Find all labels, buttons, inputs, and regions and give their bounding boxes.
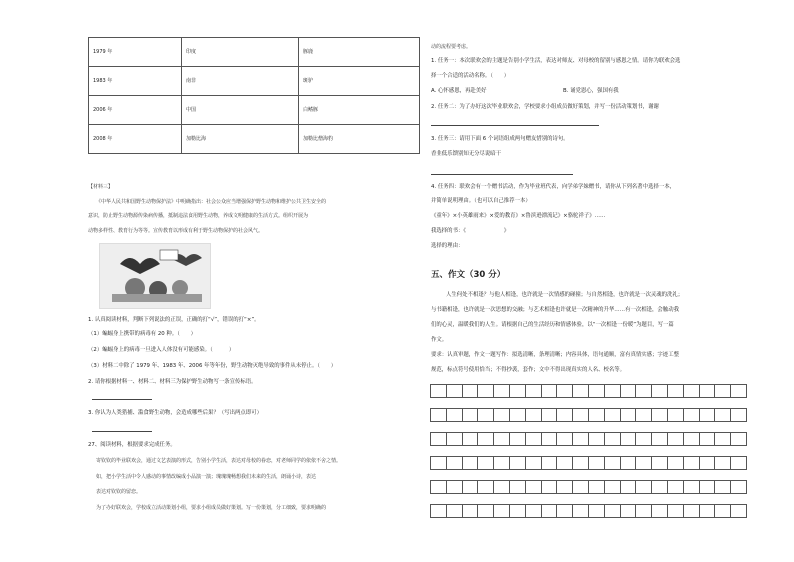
essay-prompt-line: 们的心灵，温暖我们的人生。请根据自己的生活经历和情感体验，以“一次相逢一份暖”为题目，写一篇 xyxy=(431,322,674,328)
table-cell: 豚鹿 xyxy=(299,38,420,67)
table-row xyxy=(89,38,420,67)
question-2: 2. 请你根据材料一、材料二、材料三为保护野生动物写一条宣传标语。 xyxy=(88,379,257,385)
grid-cell[interactable] xyxy=(525,480,542,494)
grid-cell[interactable] xyxy=(699,456,716,470)
table-row xyxy=(89,125,420,154)
grid-cell[interactable] xyxy=(651,480,668,494)
grid-cell[interactable] xyxy=(462,480,479,494)
grid-cell[interactable] xyxy=(509,456,526,470)
book-reason[interactable]: 选择的理由： xyxy=(431,243,464,249)
table-cell: 斑驴 xyxy=(299,67,420,96)
grid-cell[interactable] xyxy=(446,384,463,398)
intro-line: 动的流程要考虑。 xyxy=(431,44,472,50)
grid-cell[interactable] xyxy=(477,504,494,518)
grid-cell[interactable] xyxy=(604,408,621,422)
answer-line[interactable] xyxy=(431,174,573,175)
answer-line[interactable] xyxy=(92,399,152,400)
table-row xyxy=(89,67,420,96)
grid-cell[interactable] xyxy=(730,408,747,422)
grid-cell[interactable] xyxy=(667,504,684,518)
grid-cell[interactable] xyxy=(651,456,668,470)
table-cell: 2006 年 xyxy=(89,96,182,125)
grid-cell[interactable] xyxy=(667,384,684,398)
grid-cell[interactable] xyxy=(714,480,731,494)
grid-cell[interactable] xyxy=(477,480,494,494)
passage-line: 表达对钦钦的留恋。 xyxy=(96,489,142,495)
grid-cell[interactable] xyxy=(509,384,526,398)
passage-line: 如，把小学生活中令人感动的事情改编成小品演一演；瑰瑰瑰畅想我们未来的生活，朗诵小诗，表达 xyxy=(96,474,317,480)
grid-cell[interactable] xyxy=(730,480,747,494)
grid-cell[interactable] xyxy=(525,384,542,398)
question-3: 3. 你认为人类猎捕、滥食野生动物，会造成哪些后果？（写出两点即可） xyxy=(88,410,262,416)
grid-cell[interactable] xyxy=(430,456,447,470)
grid-cell[interactable] xyxy=(556,408,573,422)
grid-cell[interactable] xyxy=(699,480,716,494)
grid-cell[interactable] xyxy=(620,408,637,422)
grid-cell[interactable] xyxy=(667,408,684,422)
grid-cell[interactable] xyxy=(556,504,573,518)
grid-cell[interactable] xyxy=(699,432,716,446)
task-4b: 并简单说明理由。（也可以自己推荐一本） xyxy=(431,198,531,204)
grid-cell[interactable] xyxy=(572,432,589,446)
essay-writing-grid[interactable] xyxy=(431,384,747,518)
grid-cell[interactable] xyxy=(556,480,573,494)
task-1: 1. 任务一：本次联欢会的主题是告别小学生活，表达对师友、对母校的留别与感恩之情。请你为联欢会选 xyxy=(431,58,681,64)
grid-cell[interactable] xyxy=(572,480,589,494)
grid-cell[interactable] xyxy=(635,408,652,422)
grid-cell[interactable] xyxy=(462,456,479,470)
option-b[interactable]: B. 诵党恩心，强国有我 xyxy=(563,88,619,94)
grid-cell[interactable] xyxy=(446,480,463,494)
grid-cell[interactable] xyxy=(683,504,700,518)
grid-cell[interactable] xyxy=(541,384,558,398)
grid-cell[interactable] xyxy=(493,480,510,494)
table-cell: 1979 年 xyxy=(89,38,182,67)
material-3-line: 动物多样性、教育行为等等。宣传教育以形成有利于野生动物保护的社会风气。 xyxy=(88,228,264,234)
grid-cell[interactable] xyxy=(556,432,573,446)
grid-cell[interactable] xyxy=(635,456,652,470)
grid-cell[interactable] xyxy=(446,504,463,518)
grid-cell[interactable] xyxy=(493,456,510,470)
table-row xyxy=(89,96,420,125)
grid-cell[interactable] xyxy=(541,456,558,470)
table-cell: 南非 xyxy=(182,67,299,96)
grid-cell[interactable] xyxy=(683,456,700,470)
answer-line[interactable] xyxy=(92,431,152,432)
material-3-line: 《中华人民共和国野生动物保护法》中明确指出：社会公众应当增强保护野生动物和维护公共卫生安全的 xyxy=(96,199,327,205)
bat-cartoon-icon xyxy=(100,244,210,308)
grid-cell[interactable] xyxy=(620,432,637,446)
table-cell: 1983 年 xyxy=(89,67,182,96)
grid-cell[interactable] xyxy=(714,456,731,470)
table-cell: 2008 年 xyxy=(89,125,182,154)
material-3-title: 【材料三】 xyxy=(88,184,114,190)
grid-cell[interactable] xyxy=(620,480,637,494)
grid-cell[interactable] xyxy=(541,432,558,446)
grid-cell[interactable] xyxy=(635,480,652,494)
grid-cell[interactable] xyxy=(477,456,494,470)
grid-cell[interactable] xyxy=(604,432,621,446)
grid-cell[interactable] xyxy=(509,432,526,446)
grid-cell[interactable] xyxy=(604,456,621,470)
grid-cell[interactable] xyxy=(493,504,510,518)
grid-cell[interactable] xyxy=(588,408,605,422)
grid-cell[interactable] xyxy=(620,456,637,470)
grid-cell[interactable] xyxy=(509,504,526,518)
grid-cell[interactable] xyxy=(572,504,589,518)
grid-cell[interactable] xyxy=(699,384,716,398)
grid-cell[interactable] xyxy=(651,384,668,398)
table-cell: 印度 xyxy=(182,38,299,67)
grid-cell[interactable] xyxy=(683,384,700,398)
grid-cell[interactable] xyxy=(556,384,573,398)
passage-line: 寄钦钦的毕业联欢会，通过文艺表演的形式，告别小学生活，表达对母校的眷恋，对老师同学的依依不舍之情。 xyxy=(96,458,342,464)
question-1: 1. 认真阅读材料，判断下列说法的正误，正确的打“√”，错误的打“×”。 xyxy=(88,317,260,323)
essay-prompt-line: 作文。 xyxy=(431,337,448,343)
option-a[interactable]: A. 心怀感恩，再赴美好 xyxy=(431,88,487,94)
table-cell: 中国 xyxy=(182,96,299,125)
grid-cell[interactable] xyxy=(620,504,637,518)
grid-cell[interactable] xyxy=(556,456,573,470)
question-27: 27、阅读材料，根据要求完成任务。 xyxy=(88,442,176,448)
task-4: 4. 任务四：联欢会有一个赠书活动，作为毕业班代表，向学弟学妹赠书，请你从下列名著中选择一本， xyxy=(431,184,676,190)
grid-cell[interactable] xyxy=(446,432,463,446)
grid-cell[interactable] xyxy=(714,504,731,518)
grid-cell[interactable] xyxy=(477,432,494,446)
grid-cell[interactable] xyxy=(493,408,510,422)
grid-cell[interactable] xyxy=(651,432,668,446)
grid-cell[interactable] xyxy=(651,504,668,518)
grid-cell[interactable] xyxy=(572,408,589,422)
grid-cell[interactable] xyxy=(462,408,479,422)
grid-cell[interactable] xyxy=(604,384,621,398)
grid-cell[interactable] xyxy=(430,504,447,518)
grid-cell[interactable] xyxy=(714,408,731,422)
essay-prompt-line: 人生何处不相逢？与他人相逢，也许就是一次情感的碰撞；与自然相逢，也许就是一次灵魂的洗礼； xyxy=(446,292,684,298)
grid-cell[interactable] xyxy=(683,408,700,422)
book-list: 《童年》×小英雄雨来》×爱的教育》×鲁滨逊漂流记》×骆驼祥子》…… xyxy=(431,213,606,219)
grid-cell[interactable] xyxy=(509,480,526,494)
extinction-table xyxy=(88,37,420,154)
grid-cell[interactable] xyxy=(493,384,510,398)
grid-cell[interactable] xyxy=(446,408,463,422)
grid-cell[interactable] xyxy=(462,432,479,446)
grid-cell[interactable] xyxy=(462,504,479,518)
grid-cell[interactable] xyxy=(683,432,700,446)
question-1c: （3）材料二中除了 1979 年、1983 年、2006 年等年份，野生动物灭绝导致的事件从未停止。（ ） xyxy=(88,363,337,369)
grid-cell[interactable] xyxy=(604,480,621,494)
task-3: 3. 任务三：请用下面 6 个词语组成两句赠友惜别的诗句。 xyxy=(431,136,569,142)
cartoon-illustration xyxy=(99,243,211,309)
task-3-words: 香韭低乐馈别知无分尽说暗干 xyxy=(431,151,502,157)
grid-cell[interactable] xyxy=(699,408,716,422)
grid-cell[interactable] xyxy=(683,480,700,494)
grid-cell[interactable] xyxy=(667,432,684,446)
grid-cell[interactable] xyxy=(588,504,605,518)
question-1b: （2）蝙蝠身上的病毒一旦进入人体没有可能感染。（ ） xyxy=(88,347,235,353)
grid-cell[interactable] xyxy=(462,384,479,398)
grid-cell[interactable] xyxy=(699,504,716,518)
grid-cell[interactable] xyxy=(635,504,652,518)
task-1b: 择一个合适的活动名称。（ ） xyxy=(431,73,510,79)
grid-cell[interactable] xyxy=(714,384,731,398)
grid-cell[interactable] xyxy=(730,384,747,398)
grid-cell[interactable] xyxy=(477,408,494,422)
grid-cell[interactable] xyxy=(430,384,447,398)
grid-cell[interactable] xyxy=(525,504,542,518)
grid-cell[interactable] xyxy=(477,384,494,398)
question-1a: （1）蝙蝠身上携带的病毒有 20 种。（ ） xyxy=(88,331,197,337)
grid-cell[interactable] xyxy=(430,408,447,422)
material-3-line: 意识，防止野生动物源传染病传播，抵制违法食用野生动物，养成文明健康的生活方式。组织开展为 xyxy=(88,213,309,219)
grid-cell[interactable] xyxy=(730,456,747,470)
grid-cell[interactable] xyxy=(525,456,542,470)
task-2: 2. 任务二：为了办好这次毕业联欢会，学校要求小组成员做好策划，并写一份活动策划书，谢谢 xyxy=(431,104,659,110)
grid-cell[interactable] xyxy=(541,480,558,494)
grid-cell[interactable] xyxy=(572,456,589,470)
table-cell: 加勒比僧海豹 xyxy=(299,125,420,154)
grid-cell[interactable] xyxy=(604,504,621,518)
grid-cell[interactable] xyxy=(651,408,668,422)
grid-cell[interactable] xyxy=(714,432,731,446)
grid-cell[interactable] xyxy=(541,504,558,518)
table-cell: 加勒比海 xyxy=(182,125,299,154)
grid-cell[interactable] xyxy=(509,408,526,422)
essay-requirements: 规范，标点符号使用恰当；不得抄袭，套作；文中不得出现真实的人名、校名等。 xyxy=(431,367,626,373)
grid-cell[interactable] xyxy=(620,384,637,398)
grid-cell[interactable] xyxy=(588,432,605,446)
grid-cell[interactable] xyxy=(667,480,684,494)
grid-cell[interactable] xyxy=(730,432,747,446)
essay-requirements: 要求：认真审题，作文一题写作：拟选清晰，条理清晰；内容具体，语句通顺，富有真情实感；字迹工整 xyxy=(431,352,679,358)
grid-cell[interactable] xyxy=(541,408,558,422)
grid-cell[interactable] xyxy=(572,384,589,398)
grid-cell[interactable] xyxy=(635,384,652,398)
grid-cell[interactable] xyxy=(588,384,605,398)
book-choice[interactable]: 我选择的书：《 》 xyxy=(431,228,510,234)
passage-line: 为了办好联欢会，学校成立活动策划小组，要求小组成员做好策划。写一份策划，分工细致，要求明确的 xyxy=(96,505,327,511)
grid-cell[interactable] xyxy=(525,408,542,422)
grid-cell[interactable] xyxy=(430,432,447,446)
table-cell: 白鳍豚 xyxy=(299,96,420,125)
answer-line[interactable] xyxy=(431,125,599,126)
grid-cell[interactable] xyxy=(667,456,684,470)
essay-prompt-line: 与书籍相逢，也许就是一次思想的交融；与艺术相逢也许就是一次精神的升华……有一次相逢，会触动我 xyxy=(431,307,679,313)
grid-cell[interactable] xyxy=(635,432,652,446)
grid-cell[interactable] xyxy=(446,456,463,470)
essay-heading: 五、作文（30 分） xyxy=(431,270,506,280)
grid-cell[interactable] xyxy=(525,432,542,446)
grid-cell[interactable] xyxy=(588,480,605,494)
grid-cell[interactable] xyxy=(730,504,747,518)
grid-cell[interactable] xyxy=(588,456,605,470)
grid-cell[interactable] xyxy=(430,480,447,494)
grid-cell[interactable] xyxy=(493,432,510,446)
